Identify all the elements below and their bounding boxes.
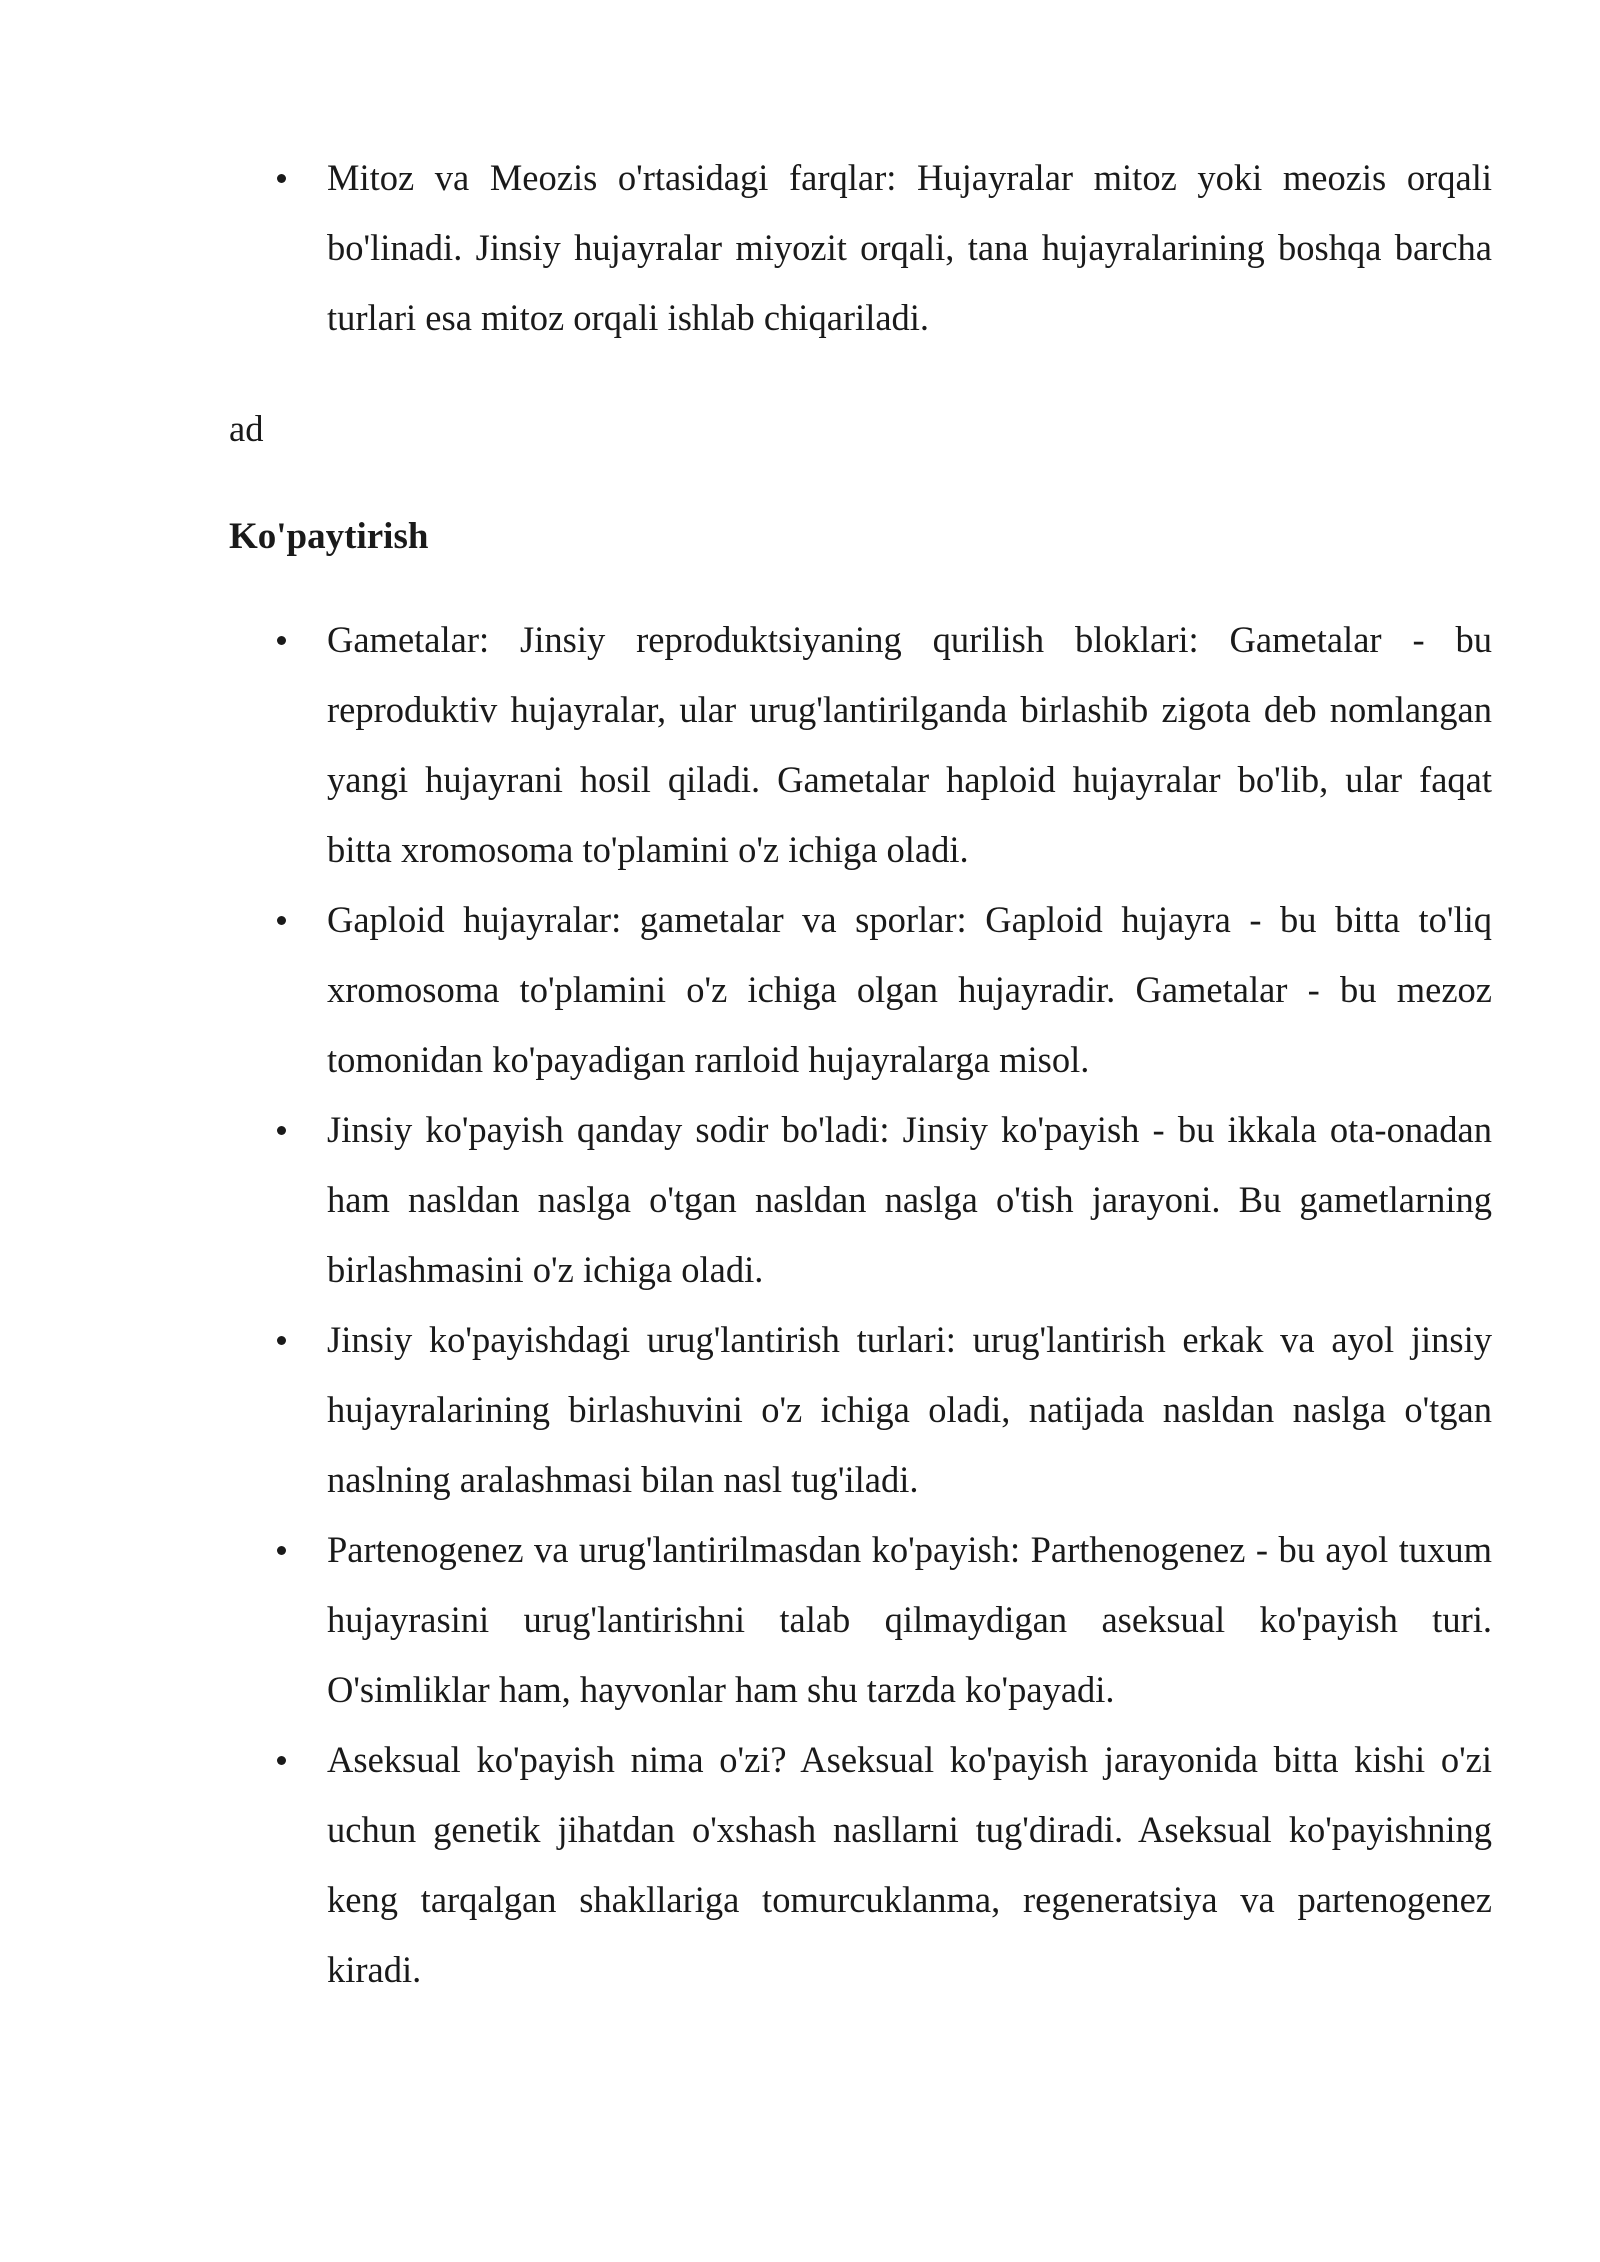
bullet-icon [277,1336,286,1345]
bullet-icon [277,174,286,183]
list-item-text: Gametalar: Jinsiy reproduktsiyaning qurilish bloklari: Gametalar - bu reproduktiv hujayralar, ular urug'lantirilganda birlashib zigota deb nomlangan yangi hujayrani hosil qiladi. Gametalar haploid hujayralar bo'lib, ular faqat bitta xromosoma to'plamini o'z ichiga oladi. [327,619,1492,870]
bullet-icon [277,916,286,925]
list-item-text: Mitoz va Meozis o'rtasidagi farqlar: Hujayralar mitoz yoki meozis orqali bo'linadi. Jinsiy hujayralar miyozit orqali, tana hujayralarining boshqa barcha turlari esa mitoz orqali ishlab chiqariladi. [327,157,1492,338]
list-item [270,605,1492,885]
list-item [270,1515,1492,1725]
bullet-icon [277,1126,286,1135]
bullet-icon [277,1756,286,1765]
list-item-text: Gaploid hujayralar: gametalar va sporlar: Gaploid hujayra - bu bitta to'liq xromosoma to'plamini o'z ichiga olgan hujayradir. Gametalar - bu mezoz tomonidan ko'payadigan raпloid hujayralarga misol. [327,899,1492,1080]
list-item-text: Aseksual ko'payish nima o'zi? Aseksual ko'payish jarayonida bitta kishi o'zi uchun genetik jihatdan o'xshash nasllarni tug'diradi. Aseksual ko'payishning keng tarqalgan shakllariga tomurcuklanma, regeneratsiya va partenogenez kiradi. [327,1739,1492,1990]
list-item-text: Jinsiy ko'payishdagi urug'lantirish turlari: urug'lantirish erkak va ayol jinsiy hujayralarining birlashuvini o'z ichiga oladi, natijada nasldan naslga o'tgan naslning aralashmasi bilan nasl tug'iladi. [327,1319,1492,1500]
list-item [270,143,1492,353]
bullet-list-top [270,143,1492,353]
list-item [270,1095,1492,1305]
list-item-text: Partenogenez va urug'lantirilmasdan ko'payish: Parthenogenez - bu ayol tuxum hujayrasini urug'lantirishni talab qilmaydigan aseksual ko'payish turi. O'simliklar ham, hayvonlar ham shu tarzda ko'payadi. [327,1529,1492,1710]
section-heading: Ko'paytirish [229,516,429,557]
list-item-text: Jinsiy ko'payish qanday sodir bo'ladi: Jinsiy ko'payish - bu ikkala ota-onadan ham nasldan naslga o'tgan nasldan naslga o'tish jarayoni. Bu gametlarning birlashmasini o'z ichiga oladi. [327,1109,1492,1290]
list-item [270,885,1492,1095]
list-item [270,1725,1492,2005]
bullet-icon [277,1546,286,1555]
stray-text: ad [229,408,264,449]
list-item [270,1305,1492,1515]
bullet-list-main [270,605,1492,2005]
bullet-icon [277,636,286,645]
